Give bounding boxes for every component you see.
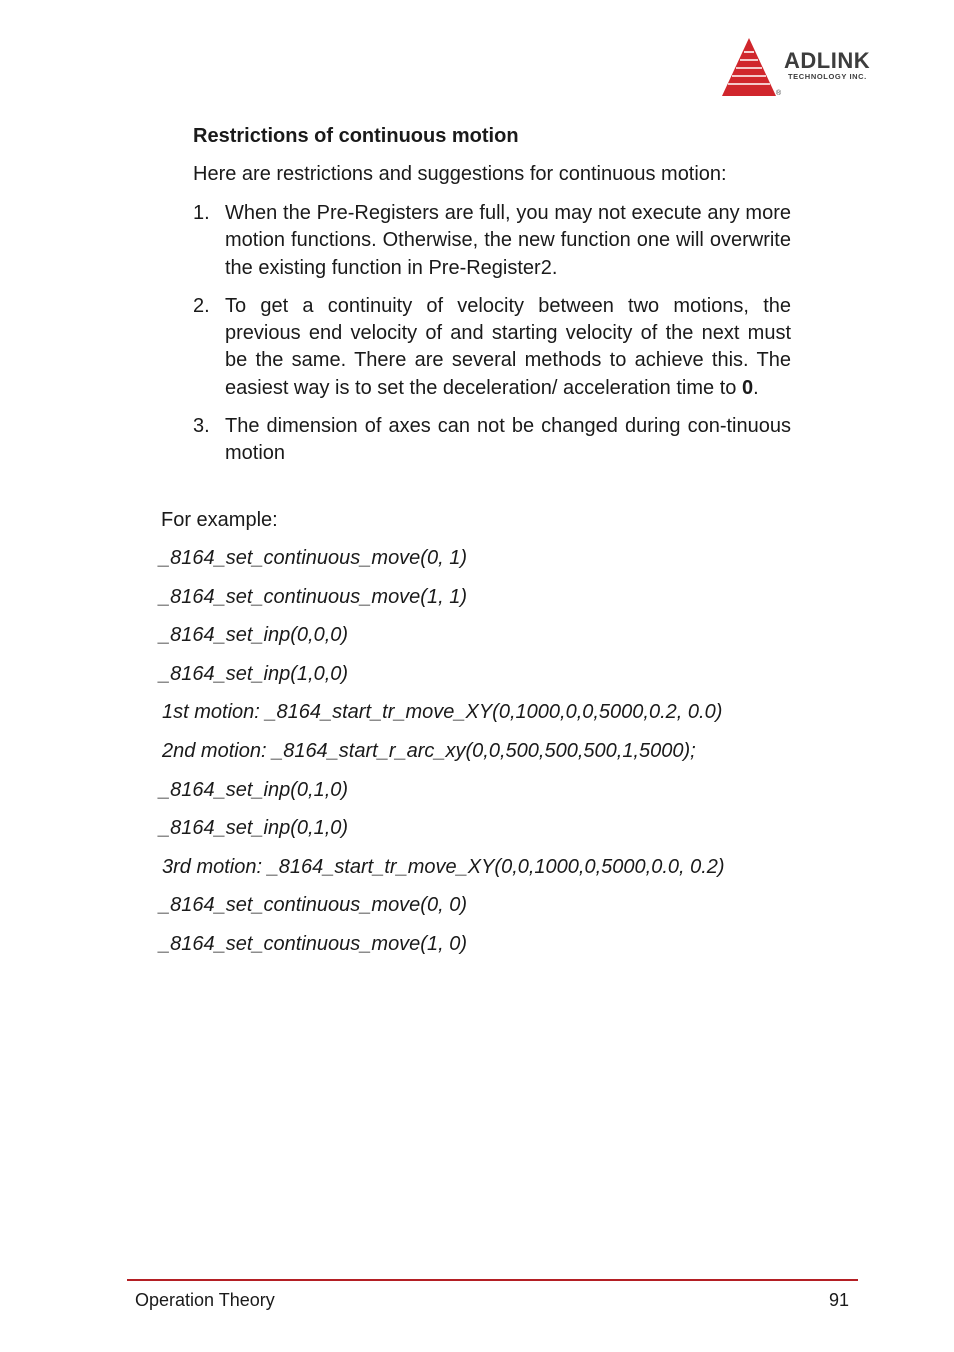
list-item-number: 3.: [193, 415, 210, 438]
list-item-text: To get a continuity of velocity between two motions, the previous end velocity of and starting velocity of the next must be the same. There are several methods to achieve this. The easiest way is to set the deceleration/ acceleration time to: [225, 294, 791, 399]
list-item-text-end: .: [753, 376, 759, 399]
adlink-triangle-icon: [722, 38, 782, 100]
list-item: [193, 200, 791, 282]
list-item-text: When the Pre-Registers are full, you may not execute any more motion functions. Otherwise, the new function one will overwrite the existing function in Pre-Register2.: [225, 202, 791, 279]
code-line: _8164_set_continuous_move(1, 0): [159, 932, 467, 955]
code-line: 3rd motion: _8164_start_tr_move_XY(0,0,1000,0,5000,0.0, 0.2): [162, 855, 725, 878]
code-line: _8164_set_inp(0,0,0): [159, 624, 349, 647]
code-line: _8164_set_inp(0,1,0): [159, 817, 349, 840]
code-line: _8164_set_continuous_move(0, 0): [159, 894, 467, 917]
registered-mark: ®: [776, 90, 782, 97]
list-item-bold-value: 0: [741, 376, 754, 399]
logo-brand-text: ADLINK: [784, 48, 871, 73]
restrictions-list: [193, 200, 791, 479]
footer-divider: [127, 1279, 858, 1281]
example-code-lines: [159, 546, 725, 971]
section-intro: Here are restrictions and suggestions for continuous motion:: [193, 163, 727, 185]
list-item-number: 1.: [193, 202, 210, 224]
code-line: 1st motion: _8164_start_tr_move_XY(0,1000,0,0,5000,0.2, 0.0): [162, 701, 723, 724]
list-item-number: 2.: [193, 294, 210, 317]
footer-page-number: 91: [828, 1290, 849, 1310]
code-line: _8164_set_continuous_move(0, 1): [159, 547, 467, 569]
code-line: 2nd motion: _8164_start_r_arc_xy(0,0,500,500,500,1,5000);: [162, 739, 696, 762]
section-heading: Restrictions of continuous motion: [193, 125, 519, 147]
example-label: For example:: [161, 509, 278, 531]
list-item: [193, 413, 791, 468]
logo-subtitle-text: TECHNOLOGY INC.: [788, 72, 867, 81]
adlink-logo: [722, 38, 912, 100]
code-line: _8164_set_inp(1,0,0): [159, 662, 349, 685]
code-line: _8164_set_continuous_move(1, 1): [159, 585, 467, 608]
list-item: [193, 293, 791, 402]
footer-section-name: Operation Theory: [135, 1290, 275, 1310]
list-item-text: The dimension of axes can not be changed during con-tinuous motion: [225, 415, 791, 465]
code-line: _8164_set_inp(0,1,0): [159, 778, 349, 801]
